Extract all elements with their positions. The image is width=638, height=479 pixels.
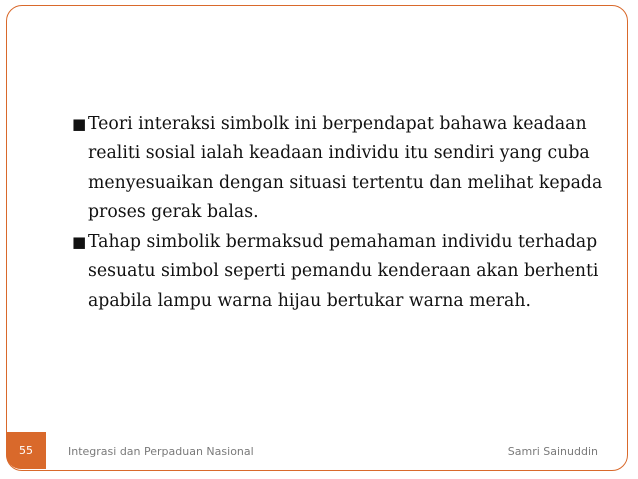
slide-number: 55	[19, 444, 33, 457]
bullet-icon: ■	[72, 233, 87, 252]
bullet-text: Teori interaksi simbolk ini berpendapat bahawa keadaan realiti sosial ialah keadaan individu itu sendiri yang cuba menyesuaikan dengan situasi tertentu dan melihat kepada proses gerak balas.	[88, 114, 603, 222]
bullet-list	[72, 110, 617, 317]
bullet-text: Tahap simbolik bermaksud pemahaman individu terhadap sesuatu simbol seperti pemandu kenderaan akan berhenti apabila lampu warna hijau bertukar warna merah.	[88, 232, 599, 311]
slide-number-badge	[6, 432, 46, 469]
bullet-item	[72, 110, 617, 227]
footer-title: Integrasi dan Perpaduan Nasional	[68, 445, 254, 458]
bullet-icon: ■	[72, 115, 87, 133]
bullet-item	[72, 228, 617, 316]
footer-author: Samri Sainuddin	[507, 445, 598, 458]
